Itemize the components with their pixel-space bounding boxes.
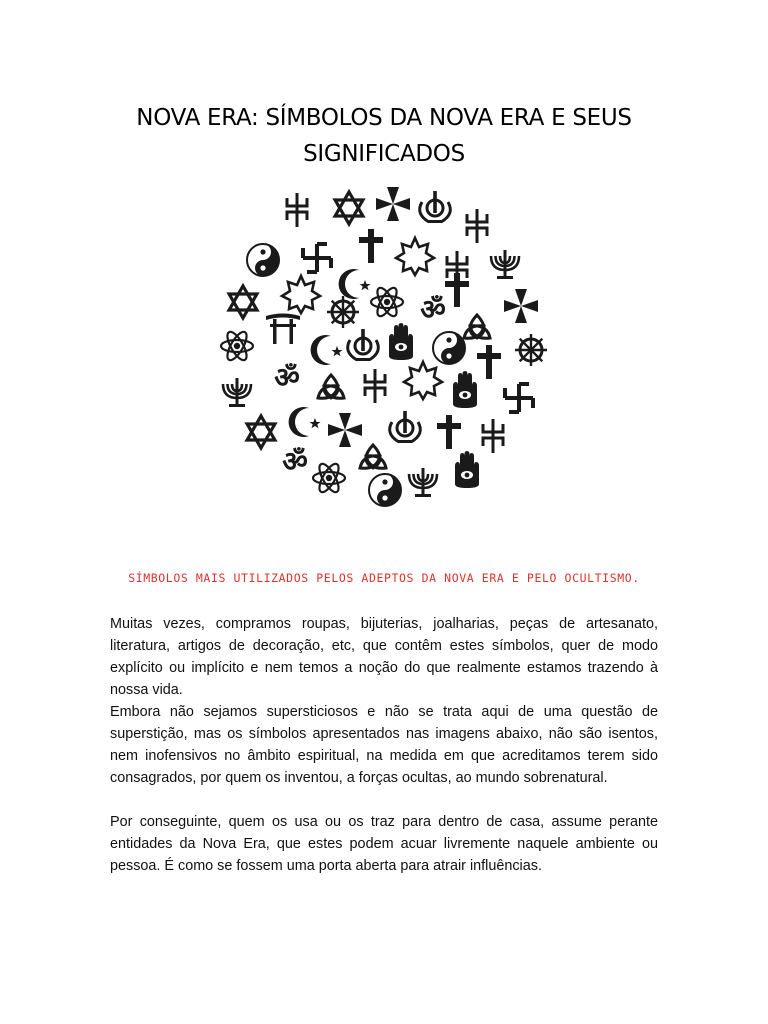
paragraph-1: Muitas vezes, compramos roupas, bijuterias, joalharias, peças de artesanato, literatura, artigos de decoração, etc, que contêm estes símbolos, quer de modo explícito ou implícito e nem temos a noção do que realmente estamos trazendo à nossa vida.	[110, 616, 658, 698]
religious-symbols-collage: ॐ	[205, 178, 561, 518]
paragraph-2: Embora não sejamos supersticiosos e não se trata aqui de uma questão de superstição, mas os símbolos apresentados nas imagens abaixo, não são isentos, nem inofensivos no âmbito espiritual, na medida em que acreditamos terem sido consagrados, por quem os inventou, a forças ocultas, ao mundo sobrenatural.	[110, 704, 658, 786]
title-line-1: NOVA ERA: SÍMBOLOS DA NOVA ERA E SEUS	[136, 105, 632, 131]
image-caption: SÍMBOLOS MAIS UTILIZADOS PELOS ADEPTOS DA NOVA ERA E PELO OCULTISMO.	[128, 571, 640, 585]
page-title	[100, 100, 668, 172]
paragraph-3: Por conseguinte, quem os usa ou os traz para dentro de casa, assume perante entidades da Nova Era, que estes podem acuar livremente naquele ambiente ou pessoa. É como se fossem uma porta aberta para atrair influências.	[110, 814, 658, 874]
title-line-2: SIGNIFICADOS	[303, 141, 465, 167]
